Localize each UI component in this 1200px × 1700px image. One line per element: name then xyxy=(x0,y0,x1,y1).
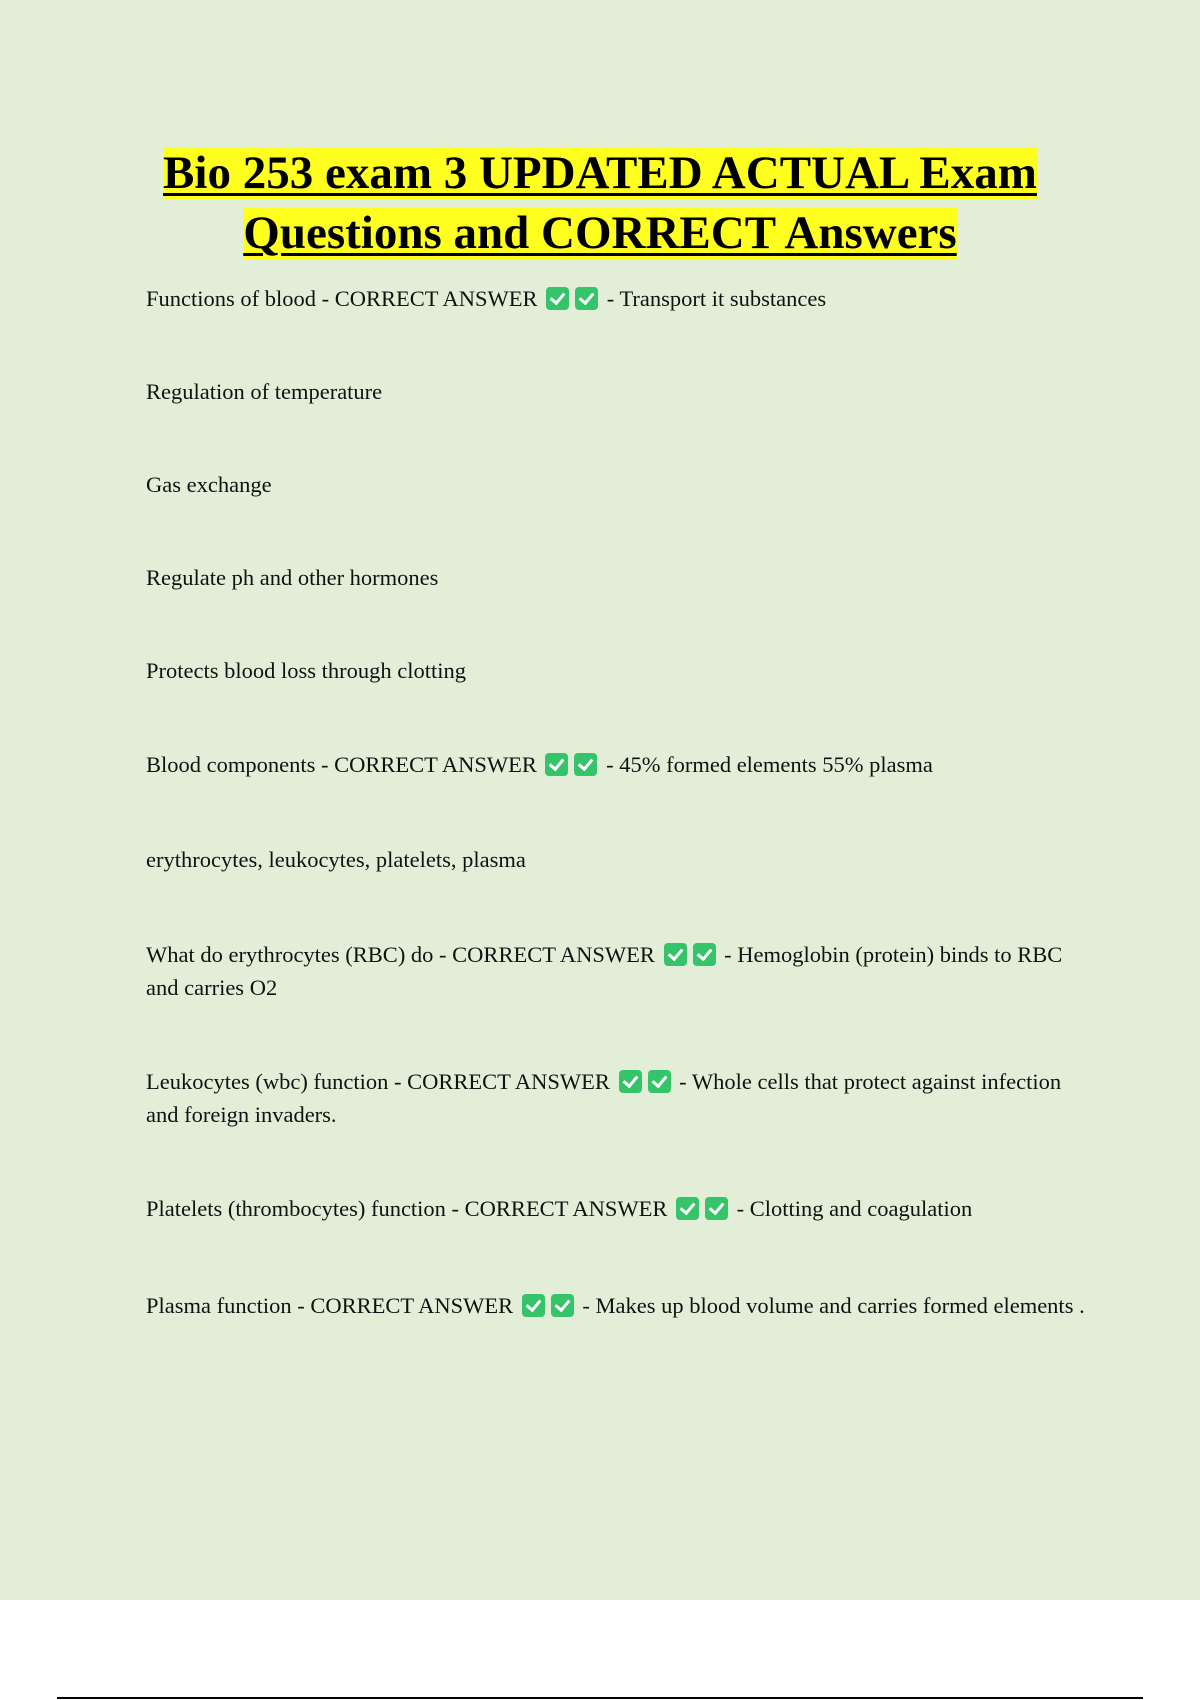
title-line-2: Questions and CORRECT Answers xyxy=(243,207,957,259)
page-bottom-area xyxy=(0,1600,1200,1700)
check-icon xyxy=(522,1294,545,1317)
question-text: Leukocytes (wbc) function - CORRECT ANSWER xyxy=(146,1069,610,1094)
answer-text: - Clotting and coagulation xyxy=(736,1196,973,1221)
question-text: Blood components - CORRECT ANSWER xyxy=(146,752,537,777)
list-item-protects-blood-loss: Protects blood loss through clotting xyxy=(146,658,466,683)
check-icon xyxy=(693,943,716,966)
title-line-1: Bio 253 exam 3 UPDATED ACTUAL Exam xyxy=(163,147,1037,199)
footer-divider xyxy=(57,1697,1143,1699)
list-item-blood-cells: erythrocytes, leukocytes, platelets, plasma xyxy=(146,847,526,872)
question-text: What do erythrocytes (RBC) do - CORRECT ANSWER xyxy=(146,942,655,967)
list-item-regulation-temperature: Regulation of temperature xyxy=(146,379,383,404)
question-text: Functions of blood - CORRECT ANSWER xyxy=(146,286,538,311)
check-icon xyxy=(574,753,597,776)
check-icon xyxy=(546,287,569,310)
page-title xyxy=(0,143,1200,263)
qa-leukocytes xyxy=(146,1065,1086,1131)
list-item-regulate-ph: Regulate ph and other hormones xyxy=(146,565,439,590)
check-icon xyxy=(619,1070,642,1093)
qa-plasma xyxy=(146,1289,1086,1322)
qa-functions-of-blood xyxy=(146,282,1086,315)
answer-text: - Transport it substances xyxy=(606,286,827,311)
question-text: Plasma function - CORRECT ANSWER xyxy=(146,1293,514,1318)
list-item-gas-exchange: Gas exchange xyxy=(146,472,272,497)
check-icon xyxy=(551,1294,574,1317)
answer-text: - Whole cells that protect against infection and foreign invaders. xyxy=(146,1069,1062,1127)
check-icon xyxy=(648,1070,671,1093)
check-icon xyxy=(575,287,598,310)
check-icon xyxy=(664,943,687,966)
qa-blood-components xyxy=(146,748,1086,781)
answer-text: - Makes up blood volume and carries formed elements . xyxy=(582,1293,1085,1318)
check-icon xyxy=(705,1197,728,1220)
question-text: Platelets (thrombocytes) function - CORRECT ANSWER xyxy=(146,1196,668,1221)
qa-platelets xyxy=(146,1192,1086,1225)
qa-erythrocytes xyxy=(146,938,1086,1004)
answer-text: - 45% formed elements 55% plasma xyxy=(606,752,933,777)
check-icon xyxy=(545,753,568,776)
check-icon xyxy=(676,1197,699,1220)
answer-text: - Hemoglobin (protein) binds to RBC and carries O2 xyxy=(146,942,1063,1000)
